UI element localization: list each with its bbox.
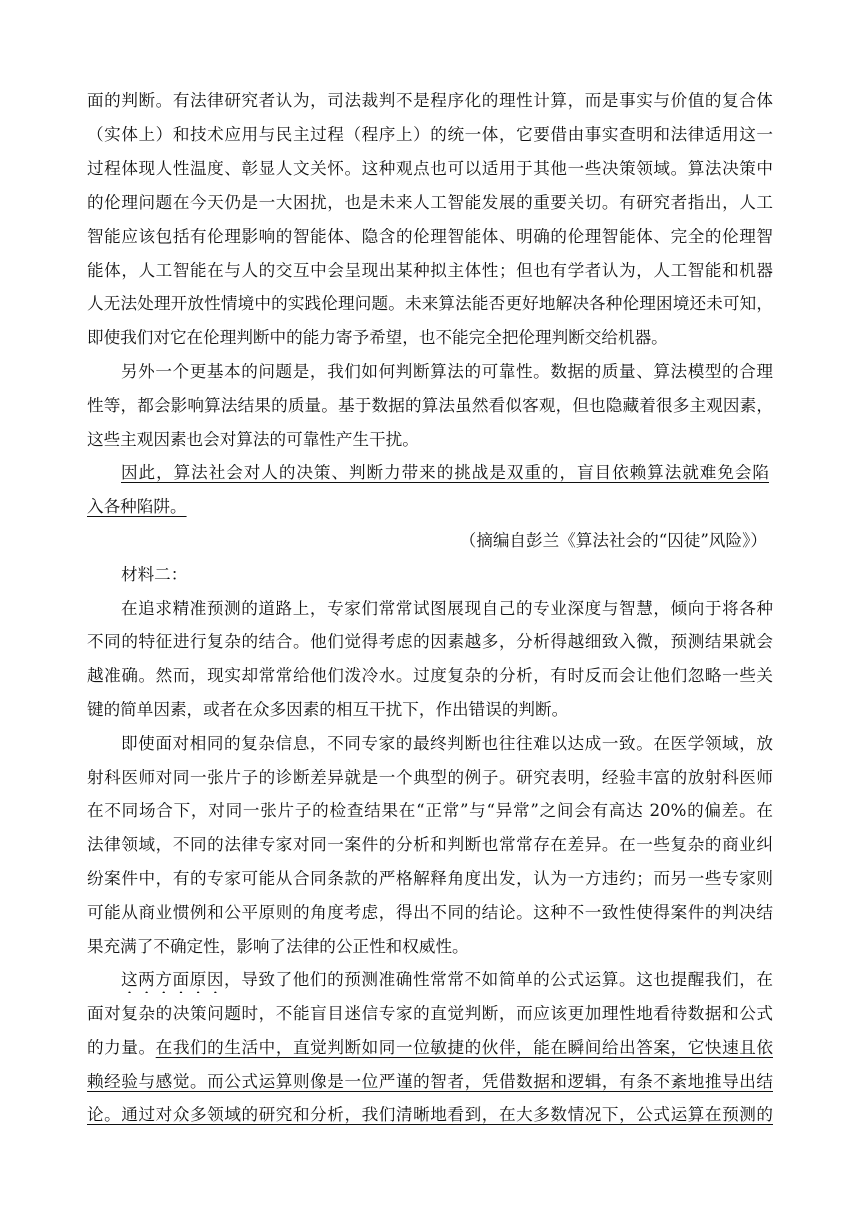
underlined-text-line: 论。通过对众多领域的研究和分析，我们清晰地看到，在大多数情况下，公式运算在预测的 bbox=[87, 1105, 773, 1124]
text-line: 可能从商业惯例和公平原则的角度考虑，得出不同的结论。这种不一致性使得案件的判决结 bbox=[87, 903, 773, 922]
text-line: 过程体现人性温度、彰显人文关怀。这种观点也可以适用于其他一些决策领域。算法决策中 bbox=[87, 159, 773, 178]
text-line: 能体，人工智能在与人的交互中会呈现出某种拟主体性；但也有学者认为，人工智能和机器 bbox=[87, 261, 773, 280]
text-line bbox=[121, 967, 773, 993]
emphasis-dotted-text: 这两方面原因 bbox=[121, 970, 225, 989]
text-line: 纷案件中，有的专家可能从合同条款的严格解释角度出发，认为一方违约；而另一些专家则 bbox=[87, 869, 773, 888]
text-line: 的伦理问题在今天仍是一大困扰，也是未来人工智能发展的重要关切。有研究者指出，人工 bbox=[87, 193, 773, 212]
section-heading: 材料二： bbox=[121, 565, 188, 584]
text-line: 性等，都会影响算法结果的质量。基于数据的算法虽然看似客观，但也隐藏着很多主观因素， bbox=[87, 396, 773, 415]
text-line: 面的判断。有法律研究者认为，司法裁判不是程序化的理性计算，而是事实与价值的复合体 bbox=[87, 91, 773, 110]
text-segment: ，导致了他们的预测准确性常常不如简单的公式运算。这也提醒我们，在 bbox=[224, 970, 773, 989]
underlined-conclusion-line bbox=[121, 460, 769, 486]
text-line: 这些主观因素也会对算法的可靠性产生干扰。 bbox=[87, 430, 419, 449]
text-line: （实体上）和技术应用与民主过程（程序上）的统一体，它要借由事实查明和法律适用这一 bbox=[87, 125, 773, 144]
text-segment: 的力量。 bbox=[87, 1038, 156, 1057]
text-line: 在不同场合下，对同一张片子的检查结果在“正常”与“异常”之间会有高达 20%的偏差。在 bbox=[87, 801, 773, 820]
text-line: 法律领域，不同的法律专家对同一案件的分析和判断也常常存在差异。在一些复杂的商业纠 bbox=[87, 835, 773, 854]
text-line: 键的简单因素，或者在众多因素的相互干扰下，作出错误的判断。 bbox=[87, 700, 569, 719]
source-citation: （摘编自彭兰《算法社会的“囚徒”风险》） bbox=[459, 531, 767, 550]
text-line: 面对复杂的决策问题时，不能盲目迷信专家的直觉判断，而应该更加理性地看待数据和公式 bbox=[87, 1004, 773, 1023]
text-line bbox=[87, 1035, 773, 1061]
underlined-text: 因此，算法社会对人的决策、判断力带来的挑战是双重的，盲目依赖算法就难免会陷 bbox=[121, 463, 769, 482]
text-line: 在追求精准预测的道路上，专家们常常试图展现自己的专业深度与智慧，倾向于将各种 bbox=[121, 599, 773, 618]
text-line: 果充满了不确定性，影响了法律的公正性和权威性。 bbox=[87, 937, 469, 956]
underlined-conclusion-line bbox=[87, 494, 773, 520]
underlined-text: 入各种陷阱。 bbox=[87, 497, 187, 516]
text-line: 人无法处理开放性情境中的实践伦理问题。未来算法能否更好地解决各种伦理困境还未可知， bbox=[87, 294, 773, 313]
text-line: 射科医师对同一张片子的诊断差异就是一个典型的例子。研究表明，经验丰富的放射科医师 bbox=[87, 768, 773, 787]
text-line: 越准确。然而，现实却常常给他们泼冷水。过度复杂的分析，有时反而会让他们忽略一些关 bbox=[87, 666, 773, 685]
text-line: 即使面对相同的复杂信息，不同专家的最终判断也往往难以达成一致。在医学领域，放 bbox=[121, 734, 773, 753]
text-line: 不同的特征进行复杂的结合。他们觉得考虑的因素越多，分析得越细致入微，预测结果就会 bbox=[87, 632, 773, 651]
text-line: 另外一个更基本的问题是，我们如何判断算法的可靠性。数据的质量、算法模型的合理 bbox=[121, 362, 773, 381]
text-line: 智能应该包括有伦理影响的智能体、隐含的伦理智能体、明确的伦理智能体、完全的伦理智 bbox=[87, 227, 773, 246]
underlined-text-line: 赖经验与感觉。而公式运算则像是一位严谨的智者，凭借数据和逻辑，有条不紊地推导出结 bbox=[87, 1072, 773, 1091]
text-line: 即使我们对它在伦理判断中的能力寄予希望，也不能完全把伦理判断交给机器。 bbox=[87, 328, 668, 347]
underlined-text: 在我们的生活中，直觉判断如同一位敏捷的伙伴，能在瞬间给出答案，它快速且依 bbox=[155, 1038, 773, 1057]
